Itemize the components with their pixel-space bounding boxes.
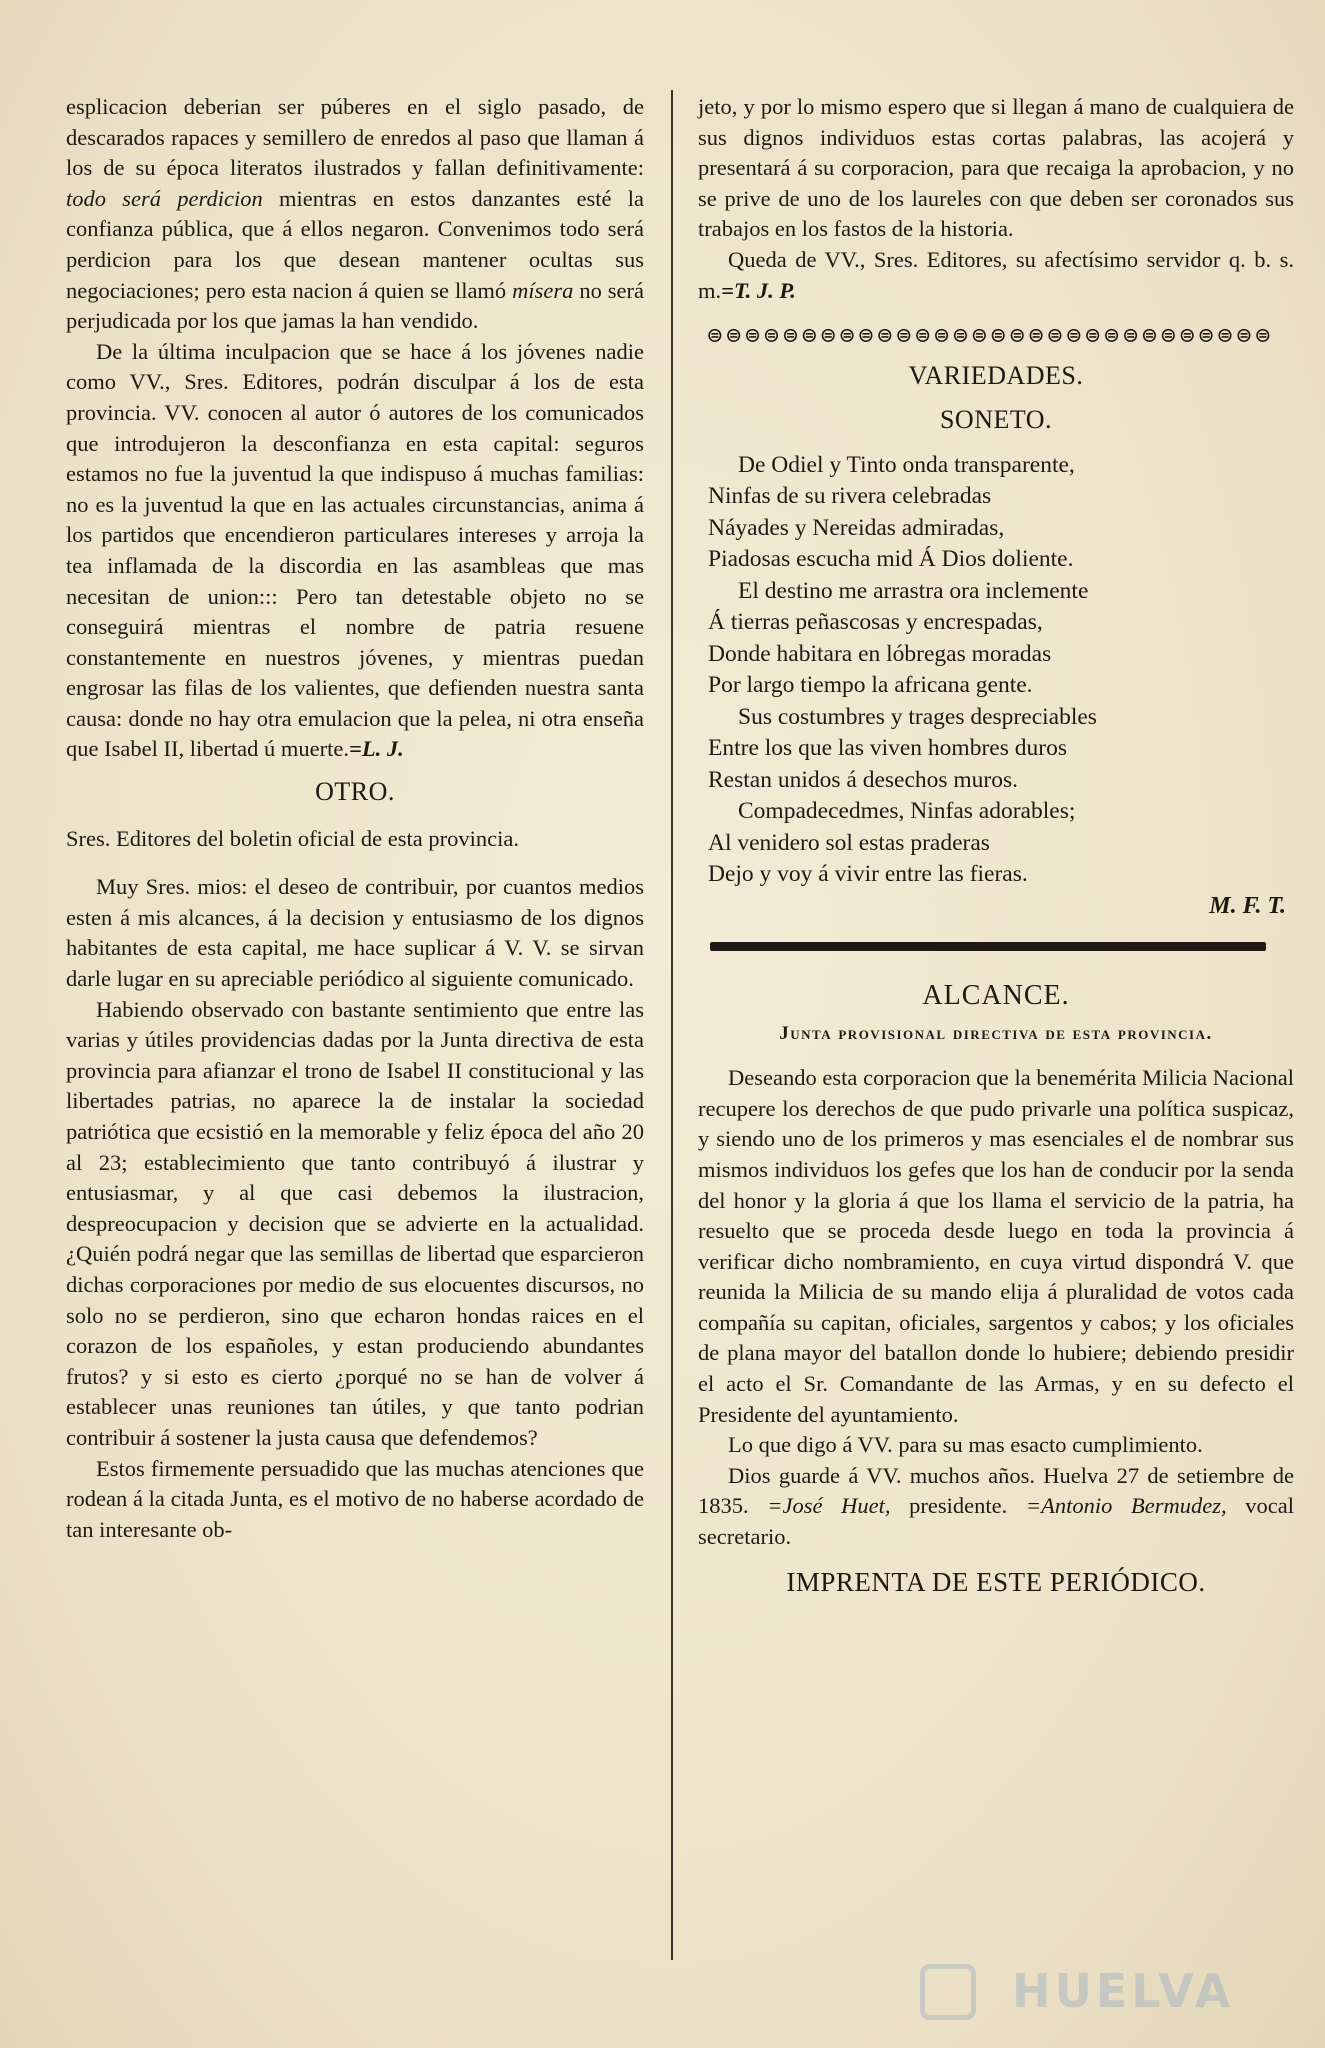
poem-line: El destino me arrastra ora inclemente <box>738 577 1089 604</box>
poem-signature: M. F. T. <box>1209 892 1286 919</box>
signature: =Antonio Bermudez, <box>1025 1493 1227 1519</box>
poem-line: Ninfas de su rivera celebradas <box>708 483 992 510</box>
thick-rule <box>710 942 1266 951</box>
text: vocal secretario. <box>698 1493 1295 1550</box>
paragraph <box>698 1461 1294 1553</box>
right-column <box>698 92 1294 1597</box>
signature: =T. J. P. <box>721 277 796 303</box>
text: esplicacion deberian ser púberes en el siglo pasado, de descarados rapaces y semillero de enredos al paso que llaman á los de su época literatos ilustrados y fallan definitivamente: <box>66 94 644 181</box>
signature: =L. J. <box>349 736 404 762</box>
italic-text: mísera <box>512 277 574 303</box>
ornament-rule: ⊜⊜⊜⊜⊜⊜⊜⊜⊜⊜⊜⊜⊜⊜⊜⊜⊜⊜⊜⊜⊜⊜⊜⊜⊜⊜⊜⊜⊜⊜ <box>706 323 1273 348</box>
paragraph <box>66 92 644 337</box>
italic-text: todo será perdicion <box>66 185 263 211</box>
left-column <box>66 92 644 1545</box>
poem-line: Á tierras peñascosas y encrespadas, <box>708 609 1043 636</box>
library-icon <box>920 1964 976 2020</box>
paragraph: Lo que digo á VV. para su mas esacto cumplimiento. <box>728 1432 1203 1458</box>
paragraph: Muy Sres. mios: el deseo de contribuir, por cuantos medios esten á mis alcances, á la decision y entusiasmo de los dignos habitantes de esta capital, me hace suplicar á V. V. se sirvan darle lugar en su apreciable periódico al siguiente comunicado. <box>66 874 644 992</box>
address-line: Sres. Editores del boletin oficial de esta provincia. <box>66 825 519 851</box>
sonnet <box>708 450 1294 891</box>
text: De la última inculpacion que se hace á los jóvenes nadie como VV., Sres. Editores, podrán disculpar á los de esta provincia. VV. conocen al autor ó autores de los comunicados que introdujeron la desconfianza en esta capital: seguros estamos no fue la juventud la que indispuso á muchas familias: no es la juventud la que en las actuales circunstancias, anima á los partidos que encendieron particulares intereses y arroja la tea inflamada de la discordia en las asambleas que mas necesitan de union::: Pero tan detestable objeto no se conseguirá mientras el nombre de patria resuene constantemente en nuestros jóvenes, y mientras puedan engrosar las filas de los valientes, que defienden nuestra santa causa: donde no hay otra emulacion que la pelea, ni otra enseña que Isabel II, libertad ú muerte. <box>66 338 644 762</box>
section-heading: OTRO. <box>315 777 395 807</box>
text: no será perjudicada por los que jamas la han vendido. <box>66 277 645 334</box>
poem-line: Dejo y voy á vivir entre las fieras. <box>708 861 1028 888</box>
paragraph: Estos firmemente persuadido que las muchas atenciones que rodean á la citada Junta, es el motivo de no haberse acordado de tan interesante ob- <box>66 1455 644 1542</box>
text: presidente. <box>909 1493 1008 1519</box>
poem-line: Entre los que las viven hombres duros <box>708 735 1067 762</box>
watermark-text: HUELVA <box>1012 1964 1235 2018</box>
printer-footer: IMPRENTA DE ESTE PERIÓDICO. <box>786 1566 1206 1597</box>
junta-subheading: Junta provisional directiva de esta provincia. <box>779 1023 1213 1045</box>
text: Queda de VV., Sres. Editores, su afectísimo servidor q. b. s. m. <box>698 246 1294 303</box>
poem-line: Restan unidos á desechos muros. <box>708 766 1019 793</box>
text: Dios guarde á VV. muchos años. Huelva 27 de setiembre de 1835. <box>698 1462 1294 1519</box>
archive-watermark <box>920 1960 1260 2030</box>
poem-line: Piadosas escucha mid Á Dios doliente. <box>708 546 1074 573</box>
paragraph <box>698 245 1294 306</box>
poem-line: De Odiel y Tinto onda transparente, <box>738 451 1075 478</box>
section-subheading: SONETO. <box>939 405 1053 435</box>
signature: =José Huet, <box>767 1493 891 1519</box>
poem-line: Sus costumbres y trages despreciables <box>738 703 1097 730</box>
poem-line: Compadecedmes, Ninfas adorables; <box>738 798 1076 825</box>
section-heading: VARIEDADES. <box>908 360 1084 390</box>
paragraph: Deseando esta corporacion que la benemérita Milicia Nacional recupere los derechos de que pudo privarle una política suspicaz, y siendo uno de los primeros y mas esenciales el de nombrar sus mismos individuos los gefes que los han de conducir por la senda del honor y la gloria á que los llama el servicio de la patria, ha resuelto que se proceda desde luego en toda la provincia á verificar dicho nombramiento, en cuya virtud dispondrá V. que reunida la Milicia de su mando elija á pluralidad de votos cada compañía su capitan, oficiales, sargentos y cabos; y los oficiales de plana mayor del batallon donde lo hubiere; debiendo presidir el acto el Sr. Comandante de las Armas, y en su defecto el Presidente del ayuntamiento. <box>698 1065 1294 1427</box>
poem-line: Por largo tiempo la africana gente. <box>708 672 1033 699</box>
poem-line: Náyades y Nereidas admiradas, <box>708 514 1005 541</box>
paragraph <box>66 337 644 765</box>
paragraph: jeto, y por lo mismo espero que si llegan á mano de cualquiera de sus dignos individuos estas cortas palabras, las acojerá y presentará á su corporacion, para que recaiga la aprobacion, y no se prive de uno de los laureles con que deben ser coronados sus trabajos en los fastos de la historia. <box>698 94 1294 242</box>
poem-line: Donde habitara en lóbregas moradas <box>708 640 1052 667</box>
column-divider <box>671 90 673 1960</box>
poem-line: Al venidero sol estas praderas <box>708 829 990 856</box>
section-heading: ALCANCE. <box>922 979 1070 1011</box>
text: mientras en estos danzantes esté la confianza pública, que á ellos negaron. Convenimos todo será perdicion para los que desean mantener ocultas sus negociaciones; pero esta nacion á quien se llamó <box>66 185 644 303</box>
paragraph: Habiendo observado con bastante sentimiento que entre las varias y útiles providencias dadas por la Junta directiva de esta provincia para afianzar el trono de Isabel II constitucional y las libertades patrias, no aparece la de instalar la sociedad patriótica que ecsistió en la memorable y feliz época del año 20 al 23; establecimiento que tanto contribuyó á ilustrar y entusiasmar, y al que casi debemos la ilustracion, despreocupacion y decision que se advierte en la actualidad. ¿Quién podrá negar que las semillas de libertad que esparcieron dichas corporaciones por medio de sus elocuentes discursos, no solo no se perdieron, sino que echaron hondas raices en el corazon de los españoles, y estan produciendo abundantes frutos? y si esto es cierto ¿porqué no se han de volver á establecer unas reuniones tan útiles, y que tanto podrian contribuir á sostener la justa causa que defendemos? <box>66 996 644 1450</box>
